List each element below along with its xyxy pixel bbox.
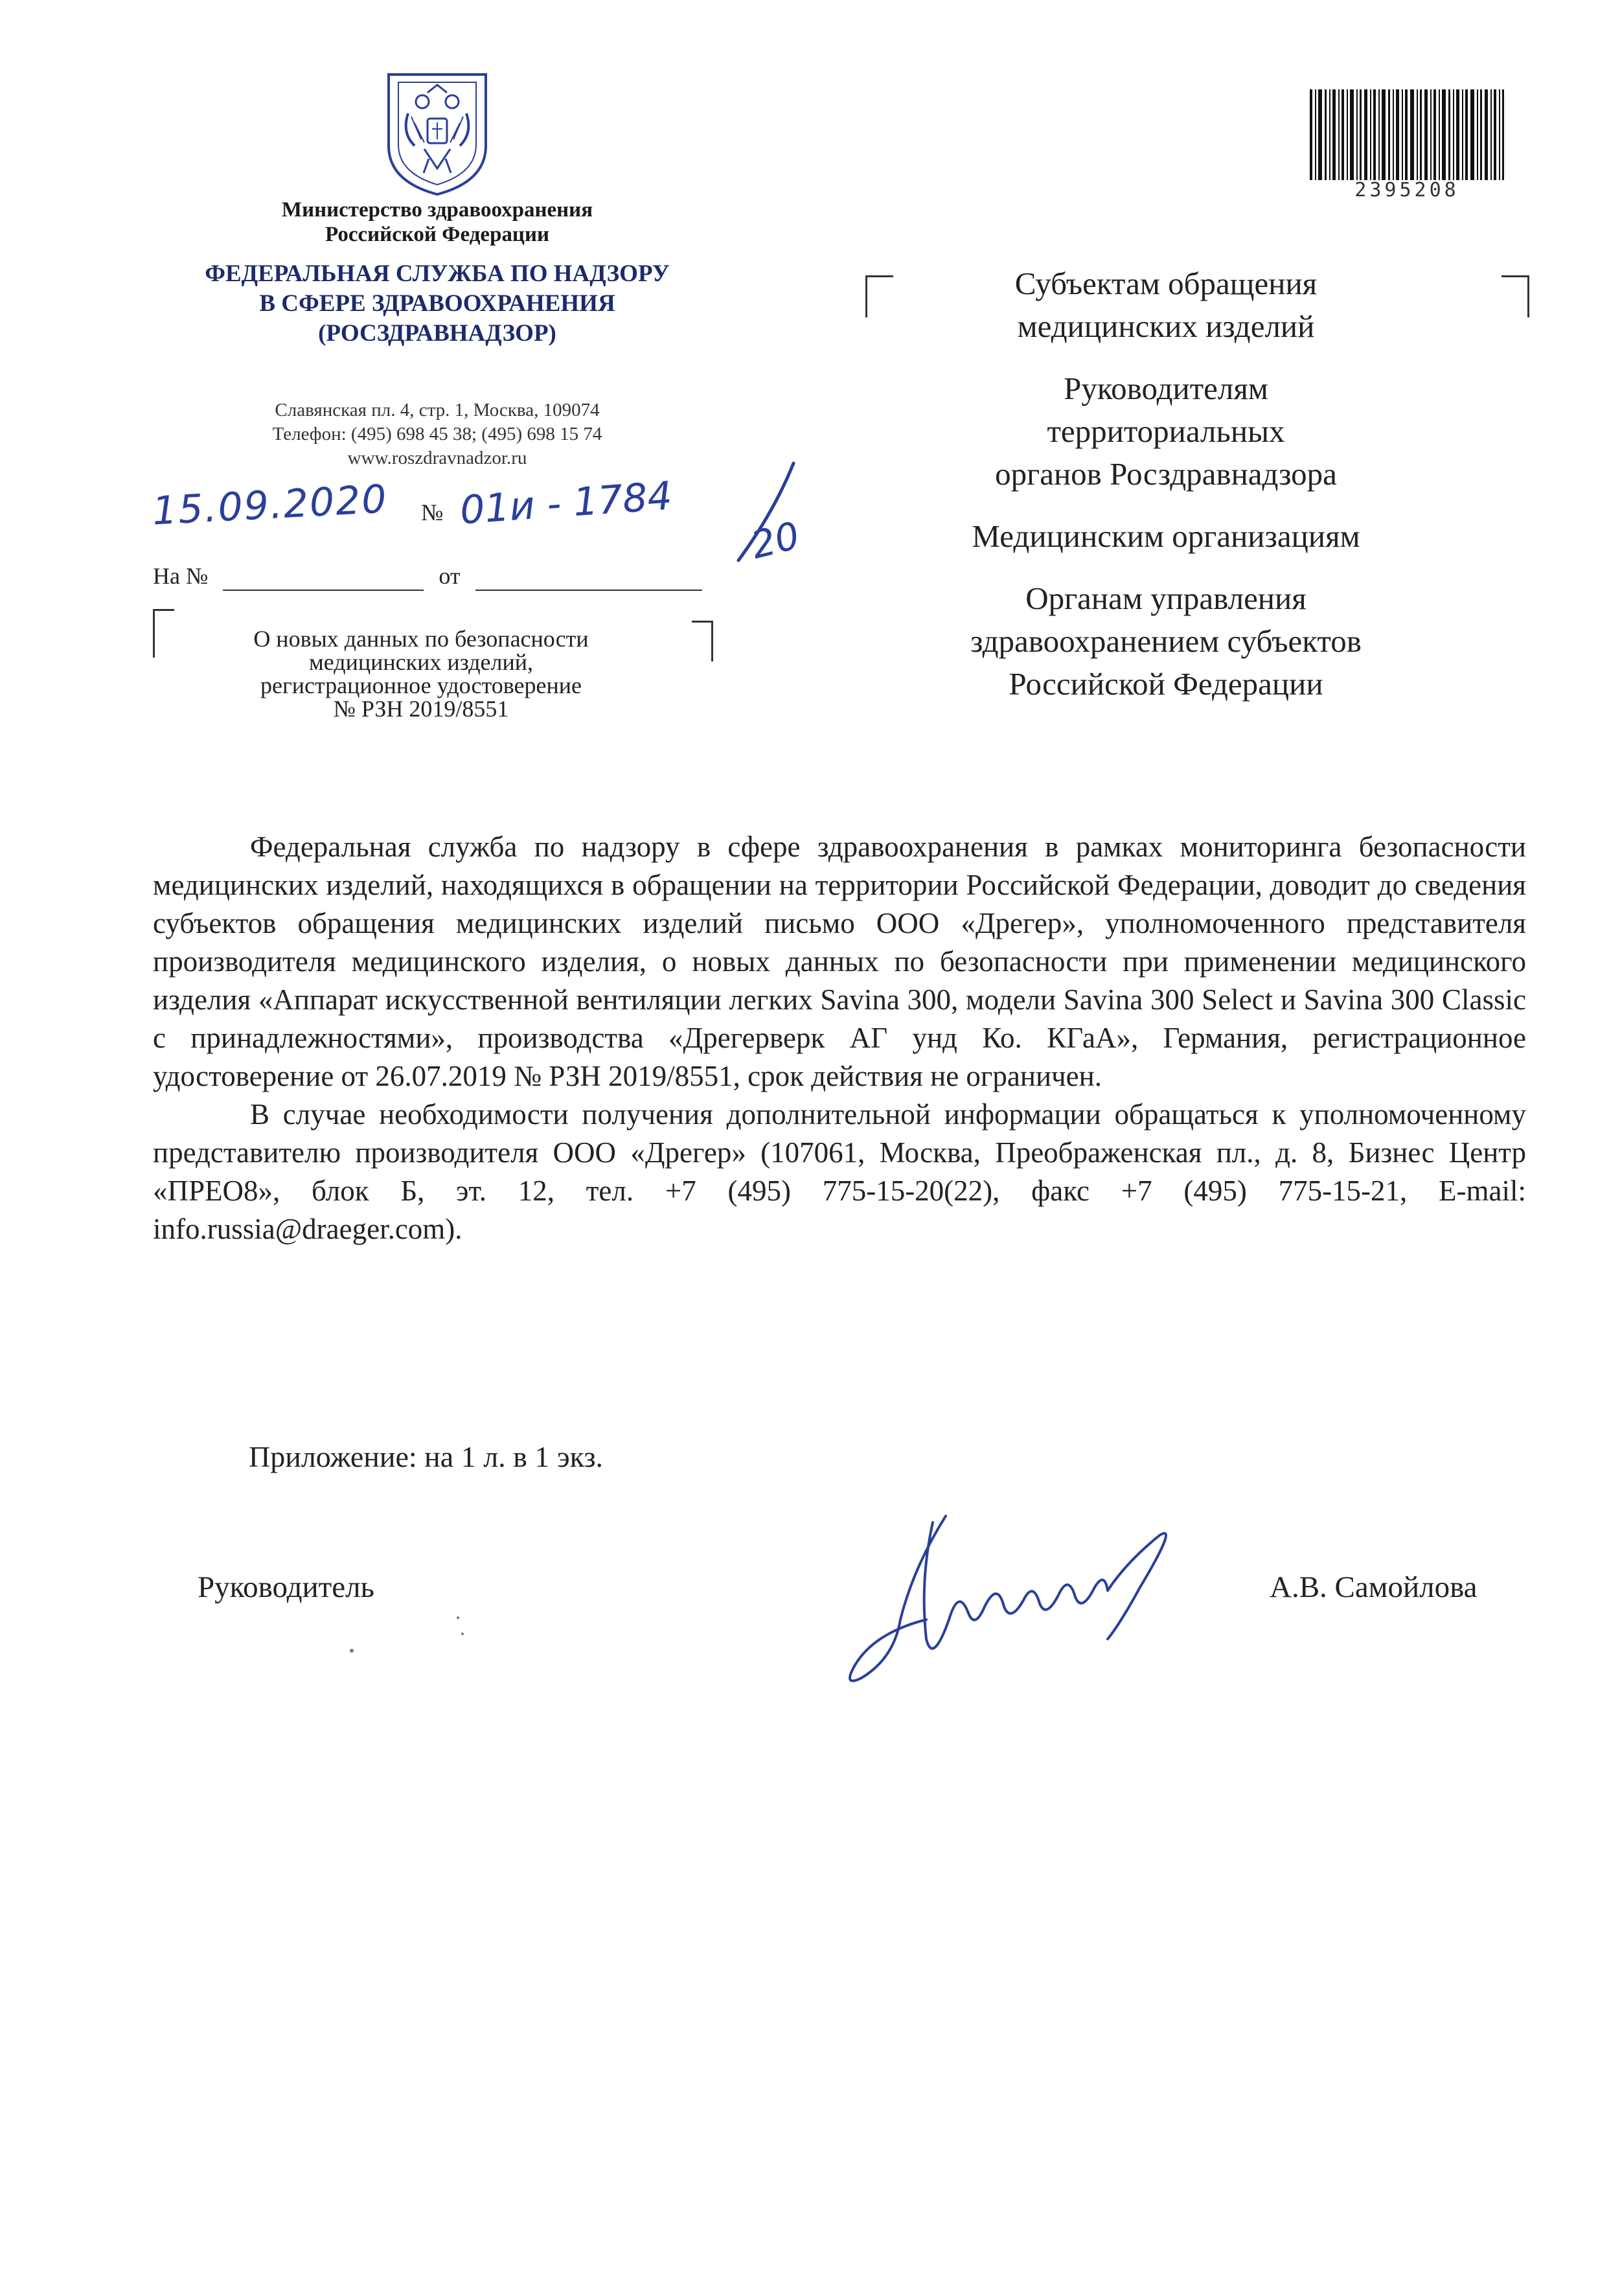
subject-line-4: № РЗН 2019/8551 [333, 696, 509, 722]
barcode-icon [1310, 89, 1504, 180]
address-line: Славянская пл. 4, стр. 1, Москва, 109074 [275, 400, 600, 420]
scan-speck [461, 1633, 464, 1635]
registration-number: 01и - 1784 [458, 473, 674, 534]
subject-line-1: О новых данных по безопасности [253, 626, 589, 652]
body-paragraph-2: В случае необходимости получения дополнительной информации обращаться к уполномоченному представителю производителя ООО «Дрегер» (107061, Москва, Преображенская пл., д. 8, Бизнес Центр «ПРЕО8», блок Б, эт. 12, тел. +7 (495) 775-15-20(22), факс +7 (495) 775-15-21, E-mail: info.russia@draeger.com). [153, 1098, 1526, 1245]
ministry-name [162, 198, 713, 247]
reference-date-blank [475, 562, 702, 591]
service-line-1: ФЕДЕРАЛЬНАЯ СЛУЖБА ПО НАДЗОРУ [205, 260, 670, 287]
recipient-line: Российской Федерации [1009, 666, 1323, 702]
signer-position: Руководитель [198, 1570, 374, 1604]
recipient-group [900, 577, 1432, 706]
service-line-2: В СФЕРЕ ЗДРАВООХРАНЕНИЯ [259, 290, 615, 317]
subject-bracket-right [692, 621, 713, 661]
recipient-line: Медицинским организациям [972, 518, 1360, 554]
recipient-line: здравоохранением субъектов [970, 623, 1362, 659]
attachment-note: Приложение: на 1 л. в 1 экз. [249, 1440, 604, 1473]
letter-subject [168, 627, 674, 720]
service-name [130, 259, 745, 349]
registration-year: 20 [746, 513, 804, 568]
recipient-group [900, 515, 1432, 558]
registration-number-label: № [421, 499, 444, 525]
recipient-line: Органам управления [1025, 580, 1307, 616]
reference-date-label: от [439, 563, 461, 589]
recipients-block [900, 262, 1432, 725]
signer-name: А.В. Самойлова [1270, 1570, 1478, 1604]
letter-body [153, 828, 1526, 1248]
reference-number-label: На № [153, 563, 209, 589]
barcode-number: 2395208 [1354, 179, 1459, 201]
phone-line: Телефон: (495) 698 45 38; (495) 698 15 74 [272, 424, 602, 444]
website-line: www.roszdravnadzor.ru [347, 448, 527, 468]
recipient-line: территориальных [1047, 413, 1285, 449]
registration-date: 15.09.2020 [151, 476, 389, 534]
contact-block [130, 398, 745, 470]
subject-line-2: медицинских изделий, [308, 649, 534, 675]
scan-speck [350, 1649, 354, 1653]
handwritten-signature [836, 1510, 1198, 1697]
recipient-line: Субъектам обращения [1014, 266, 1318, 301]
subject-line-3: регистрационное удостоверение [260, 672, 582, 698]
recipient-bracket-right [1501, 275, 1529, 317]
recipient-line: Руководителям [1064, 371, 1268, 406]
reference-number-blank [223, 562, 424, 591]
recipient-group [900, 367, 1432, 496]
scan-speck [457, 1616, 459, 1619]
recipient-line: медицинских изделий [1017, 308, 1315, 344]
state-emblem-icon [382, 62, 492, 198]
reference-line [153, 562, 702, 591]
ministry-line-1: Министерство здравоохранения [281, 198, 593, 222]
ministry-line-2: Российской Федерации [325, 223, 549, 246]
recipient-group [900, 262, 1432, 348]
recipient-bracket-left [865, 275, 893, 317]
body-paragraph-1: Федеральная служба по надзору в сфере здравоохранения в рамках мониторинга безопасности медицинских изделий, находящихся в обращении на территории Российской Федерации, доводит до сведения субъектов обращения медицинских изделий письмо ООО «Дрегер», уполномоченного представителя производителя медицинского изделия, о новых данных по безопасности при применении медицинского изделия «Аппарат искусственной вентиляции легких Savina 300, модели Savina 300 Select и Savina 300 Classic с принадлежностями», производства «Дрегерверк АГ унд Ко. КГаА», Германия, регистрационное удостоверение от 26.07.2019 № РЗН 2019/8551, срок действия не ограничен. [153, 831, 1526, 1092]
service-line-3: (РОСЗДРАВНАДЗОР) [318, 320, 556, 347]
recipient-line: органов Росздравнадзора [995, 456, 1337, 492]
